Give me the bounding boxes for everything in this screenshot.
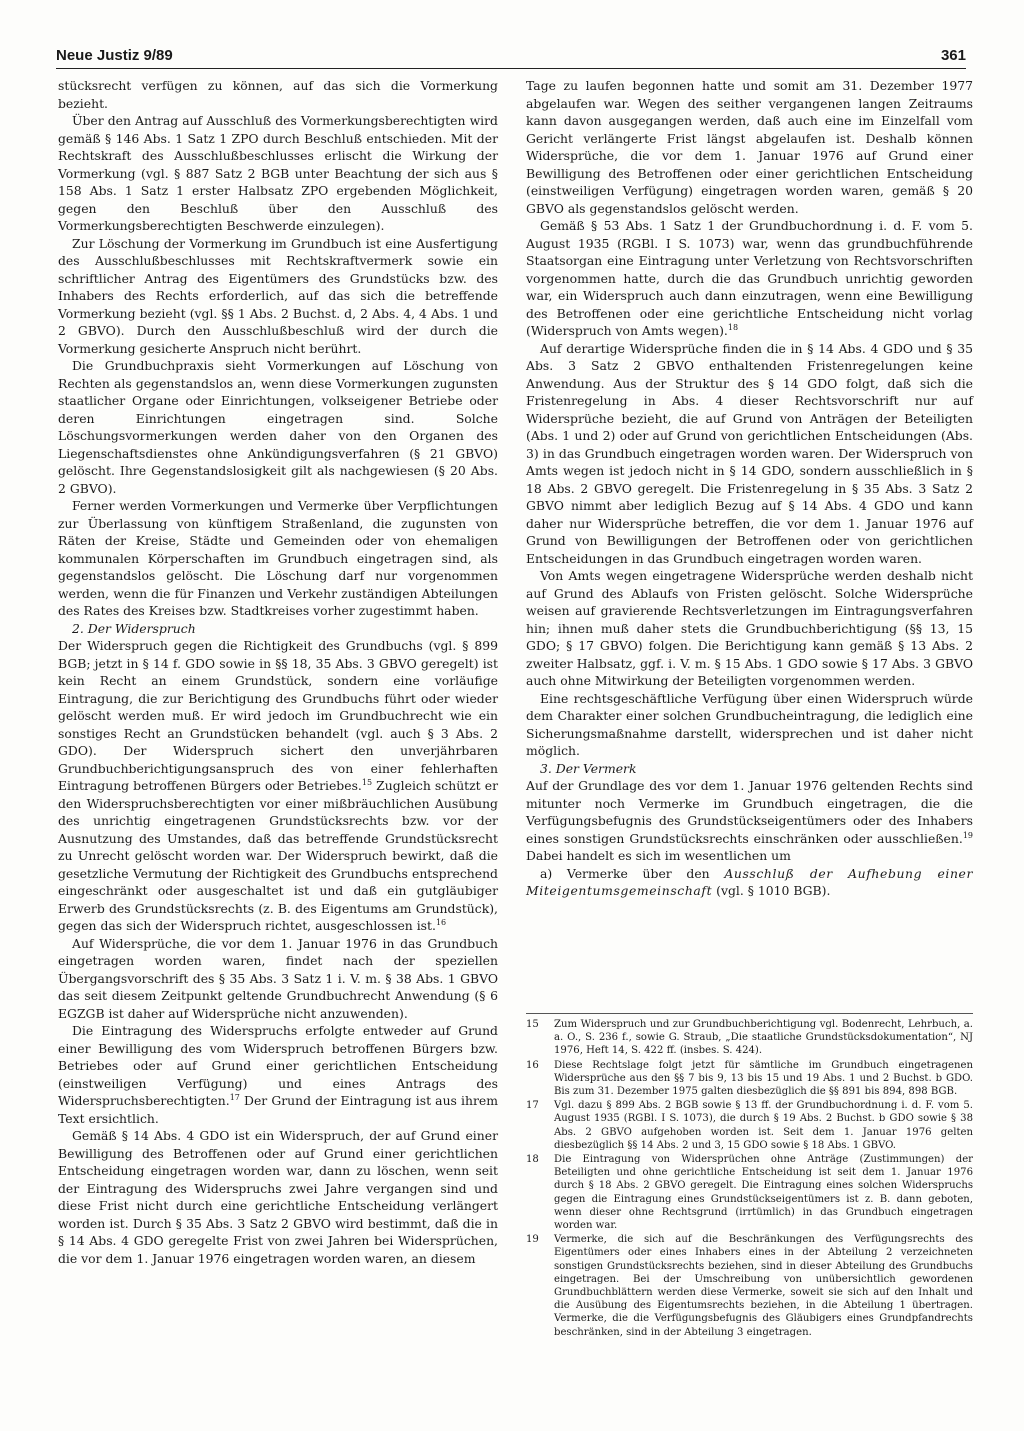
- footnote-text: Diese Rechtslage folgt jetzt für sämtliche im Grundbuch eingetragenen Widersprüche aus den §§ 7 bis 9, 13 bis 15 und 19 Abs. 1 und 2 Buchst. b GDO. Bis zum 31. Dezember 1975 galten diesbezüglich die §§ 891 bis 894, 898 BGB.: [554, 1059, 973, 1098]
- list-item: a) Vermerke über den Ausschluß der Aufhebung einer Miteigentumsgemeinschaft (vgl. § 1010 BGB).: [526, 865, 973, 898]
- paragraph: Zur Löschung der Vormerkung im Grundbuch ist eine Ausfertigung des Ausschlußbeschlusses mit Rechtskraftvermerk sowie ein schriftlicher Antrag des Eigentümers des Grundstücks bzw. des Inhabers des Rechts erforderlich, auf das sich die betreffende Vormerkung bezieht (vgl. §§ 1 Abs. 2 Buchst. d, 2 Abs. 4, 4 Abs. 1 und 2 GBVO). Durch den Ausschlußbeschluß wird der durch die Vormerkung gesicherte Anspruch nicht berührt.: [58, 235, 498, 356]
- footnote: [526, 1233, 973, 1339]
- paragraph: Über den Antrag auf Ausschluß des Vormerkungsberechtigten wird gemäß § 146 Abs. 1 Satz 1 ZPO durch Beschluß entschieden. Mit der Rechtskraft des Ausschlußbeschlusses erlischt die Wirkung der Vormerkung (vgl. § 887 Satz 2 BGB unter Beachtung der sich aus § 158 Abs. 1 Satz 1 erster Halbsatz ZPO ergebenden Möglichkeit, gegen den Beschluß über den Ausschluß des Vormerkungsberechtigten Beschwerde einzulegen).: [58, 113, 498, 233]
- footnote-number: 19: [526, 1234, 539, 1246]
- footnote-text: Die Eintragung von Widersprüchen ohne Anträge (Zustimmungen) der Beteiligten und ohne gerichtliche Entscheidung ist seit dem 1. Januar 1976 durch § 18 Abs. 2 GBVO geregelt. Die Eintragung eines solchen Widerspruchs gegen die Eintragung eines Grundstückseigentümers ist z. B. dann geboten, wenn dieser ohne Rechtsgrund (irrtümlich) in das Grundbuch eingetragen worden war.: [554, 1154, 973, 1232]
- running-header: [56, 44, 966, 69]
- footnote-number: 17: [526, 1100, 539, 1112]
- right-column: [526, 77, 973, 900]
- paragraph: Eine rechtsgeschäftliche Verfügung über einen Widerspruch würde dem Charakter einer solchen Grundbucheintragung, die lediglich eine Sicherungsmaßnahme darstellt, widersprechen und ist daher nicht möglich.: [526, 690, 973, 758]
- journal-title: Neue Justiz 9/89: [56, 47, 173, 64]
- footnote-ref: 16: [435, 917, 447, 927]
- paragraph: Die Eintragung des Widerspruchs erfolgte entweder auf Grund einer Bewilligung des vom Widerspruch betroffenen Bürgers bzw. Betriebes oder auf Grund einer gerichtlichen Entscheidung (einstweiligen Verfügung) und eines Antrags des Widerspruchsberechtigten.$^{17}$ Der Grund der Eintragung ist aus ihrem Text ersichtlich.: [58, 1023, 498, 1126]
- emphasis-text: Ausschluß der Aufhebung einer Miteigentumsgemeinschaft: [526, 865, 973, 898]
- paragraph: Tage zu laufen begonnen hatte und somit am 31. Dezember 1977 abgelaufen war. Wegen des seither vergangenen langen Zeitraums kann davon ausgegangen werden, daß auch eine im Einzelfall vom Gericht verlängerte Frist längst abgelaufen ist. Deshalb können Widersprüche, die vor dem 1. Januar 1976 auf Grund einer Bewilligung des Betroffenen oder einer gerichtlichen Entscheidung (einstweiligen Verfügung) eingetragen worden waren, gemäß § 20 GBVO als gegenstandslos gelöscht werden.: [526, 78, 973, 216]
- paragraph: Auf Widersprüche, die vor dem 1. Januar 1976 in das Grundbuch eingetragen worden waren, findet nach der speziellen Übergangsvorschrift des § 35 Abs. 3 Satz 1 i. V. m. § 38 Abs. 1 GBVO das seit diesem Zeitpunkt geltende Grundbuchrecht Anwendung (§ 6 EGZGB ist daher auf Widersprüche nicht anzuwenden).: [58, 935, 498, 1021]
- paragraph: Von Amts wegen eingetragene Widersprüche werden deshalb nicht auf Grund des Ablaufs von Fristen gelöscht. Solche Widersprüche weisen auf gravierende Rechtsverletzungen im Eintragungsverfahren hin; ihnen muß daher stets die Grundbuchberichtigung (§§ 13, 15 GDO; § 17 GBVO) folgen. Die Berichtigung kann gemäß § 13 Abs. 2 zweiter Halbsatz, ggf. i. V. m. § 15 Abs. 1 GDO sowie § 17 Abs. 3 GBVO auch ohne Mitwirkung der Beteiligten vorgenommen werden.: [526, 568, 973, 688]
- footnote-ref: 17: [229, 1092, 240, 1102]
- paragraph: Auf der Grundlage des vor dem 1. Januar 1976 geltenden Rechts sind mitunter noch Vermerke im Grundbuch eingetragen, die die Verfügungsbefugnis des Grundstückseigentümers oder des Inhabers eines sonstigen Grundstücksrechts einschränken oder ausschließen.$^{19}$ Dabei handelt es sich im wesentlichen um: [526, 778, 973, 863]
- footnote-number: 15: [526, 1019, 539, 1030]
- footnote-text: Vgl. dazu § 899 Abs. 2 BGB sowie § 13 ff. der Grundbuchordnung i. d. F. vom 5. August 1935 (RGBl. I S. 1073), die durch § 19 Abs. 2 Buchst. b GDO sowie § 38 Abs. 2 GBVO aufgehoben worden ist. Seit dem 1. Januar 1976 gelten diesbezüglich §§ 14 Abs. 2 und 3, 15 GDO sowie § 18 Abs. 1 GBVO.: [554, 1100, 973, 1151]
- paragraph: stücksrecht verfügen zu können, auf das sich die Vormerkung bezieht.: [58, 78, 498, 111]
- paragraph: Gemäß § 14 Abs. 4 GDO ist ein Widerspruch, der auf Grund einer Bewilligung des Betroffenen oder auf Grund einer gerichtlichen Entscheidung eingetragen worden war, dann zu löschen, wenn seit der Eintragung des Widerspruchs zwei Jahre vergangen sind und diese Frist nicht durch eine gerichtliche Entscheidung verlängert worden ist. Durch § 35 Abs. 3 Satz 2 GBVO wird bestimmt, daß die in § 14 Abs. 4 GDO geregelte Frist von zwei Jahren bei Widersprüchen, die vor dem 1. Januar 1976 eingetragen worden waren, an diesem: [58, 1128, 498, 1266]
- footnote-text: Vermerke, die sich auf die Beschränkungen des Verfügungsrechts des Eigentümers oder eines Inhabers eines in der Abteilung 2 verzeichneten sonstigen Grundstücksrechts beziehen, sind in dieser Abteilung des Grundbuchs eingetragen. Bei der Umschreibung von unübersichtlich gewordenen Grundbuchblättern werden diese Vermerke, soweit sie sich auf den Inhalt und die Ausübung des Eigentumsrechts beziehen, in die Abteilung 1 übertragen. Vermerke, die die Verfügungsbefugnis des Gläubigers eines Grundpfandrechts beschränken, sind in der Abteilung 3 eingetragen.: [554, 1234, 973, 1338]
- footnote-ref: 18: [727, 322, 739, 332]
- footnote-number: 16: [526, 1059, 539, 1071]
- page-number: 361: [940, 47, 966, 64]
- section-heading-vermerk: 3. Der Vermerk: [540, 760, 637, 776]
- footnotes: [526, 1013, 973, 1340]
- paragraph: Auf derartige Widersprüche finden die in § 14 Abs. 4 GDO und § 35 Abs. 3 Satz 2 GBVO enthaltenden Fristenregelungen keine Anwendung. Aus der Struktur des § 14 GDO folgt, daß sich die Fristenregelung in Abs. 4 dieser Rechtsvorschrift nur auf Widersprüche bezieht, die auf Grund von Anträgen der Beteiligten (Abs. 1 und 2) oder auf Grund von gerichtlichen Entscheidungen (Abs. 3) in das Grundbuch eingetragen worden waren. Der Widerspruch von Amts wegen ist jedoch nicht in § 14 GDO, sondern ausschließlich in § 18 Abs. 2 GBVO geregelt. Die Fristenregelung in § 35 Abs. 3 Satz 2 GBVO nimmt aber lediglich Bezug auf § 14 Abs. 4 GDO und kann daher nur Widersprüche betreffen, die vor dem 1. Januar 1976 auf Grund von Bewilligungen der Betroffenen oder von gerichtlichen Entscheidungen in das Grundbuch eingetragen worden waren.: [526, 340, 973, 566]
- paragraph: Gemäß § 53 Abs. 1 Satz 1 der Grundbuchordnung i. d. F. vom 5. August 1935 (RGBl. I S. 1073) war, wenn das grundbuchführende Staatsorgan eine Eintragung unter Verletzung von Rechtsvorschriften vorgenommen hatte, durch die das Grundbuch unrichtig geworden war, ein Widerspruch auch dann einzutragen, wenn eine Bewilligung des Betroffenen oder eine gerichtliche Entscheidung nicht vorlag (Widerspruch von Amts wegen).$^{18}$: [526, 218, 973, 338]
- footnote: [526, 1059, 973, 1099]
- footnote-number: 18: [526, 1154, 539, 1166]
- footnote: [526, 1153, 973, 1232]
- left-column: [58, 77, 498, 1267]
- footnote-text: Zum Widerspruch und zur Grundbuchberichtigung vgl. Bodenrecht, Lehrbuch, a. a. O., S. 236 f., sowie G. Straub, „Die staatliche Grundstücksdokumentation“, NJ 1976, Heft 14, S. 422 ff. (insbes. S. 424).: [554, 1019, 973, 1057]
- footnote: [526, 1018, 973, 1058]
- footnote-ref: 19: [962, 830, 973, 840]
- footnote: [526, 1099, 973, 1152]
- paragraph: Die Grundbuchpraxis sieht Vormerkungen auf Löschung von Rechten als gegenstandslos an, wenn diese Vormerkungen zugunsten staatlicher Organe oder Einrichtungen, volkseigener Betriebe oder deren Einrichtungen eingetragen sind. Solche Löschungsvormerkungen werden daher von den Organen des Liegenschaftsdienstes ohne Ankündigungsverfahren (§ 21 GBVO) gelöscht. Ihre Gegenstandslosigkeit gilt als nachgewiesen (§ 20 Abs. 2 GBVO).: [58, 358, 498, 496]
- paragraph: Ferner werden Vormerkungen und Vermerke über Verpflichtungen zur Überlassung von künftigem Straßenland, die zugunsten von Räten der Kreise, Städte und Gemeinden oder von ehemaligen kommunalen Körperschaften im Grundbuch eingetragen sind, als gegenstandslos gelöscht. Die Löschung darf nur vorgenommen werden, wenn die für Finanzen und Verkehr zuständigen Abteilungen des Rates des Kreises bzw. Stadtkreises vorher zugestimmt haben.: [58, 498, 498, 618]
- section-heading-widerspruch: 2. Der Widerspruch: [72, 620, 196, 636]
- paragraph: Der Widerspruch gegen die Richtigkeit des Grundbuchs (vgl. § 899 BGB; jetzt in § 14 f. GDO sowie in §§ 18, 35 Abs. 3 GBVO geregelt) ist kein Recht an einem Grundstück, sondern eine vorläufige Eintragung, die zur Berichtigung des Grundbuchs führt oder wieder gelöscht werden muß. Er wird jedoch im Grundbuchrecht wie ein sonstiges Recht an Grundstücken behandelt (vgl. auch § 3 Abs. 2 GDO). Der Widerspruch sichert den unverjährbaren Grundbuchberichtigungsanspruch des von einer fehlerhaften Eintragung betroffenen Bürgers oder Betriebes.$^{15}$ Zugleich schützt er den Widerspruchsberechtigten vor einer mißbräuchlichen Ausübung des unrichtig eingetragenen Grundstücksrechts bzw. vor der Ausnutzung des Umstandes, daß das betreffende Grundstücksrecht zu Unrecht gelöscht worden war. Der Widerspruch bewirkt, daß die gesetzliche Vermutung der Richtigkeit des Grundbuchs entsprechend eingeschränkt oder ausgeschaltet ist und daß ein gutgläubiger Erwerb des Grundstücksrechts (z. B. des Eigentums am Grundstück), gegen das sich der Widerspruch richtet, ausgeschlossen ist.$^{16}$: [58, 638, 498, 933]
- footnote-ref: 15: [361, 777, 373, 787]
